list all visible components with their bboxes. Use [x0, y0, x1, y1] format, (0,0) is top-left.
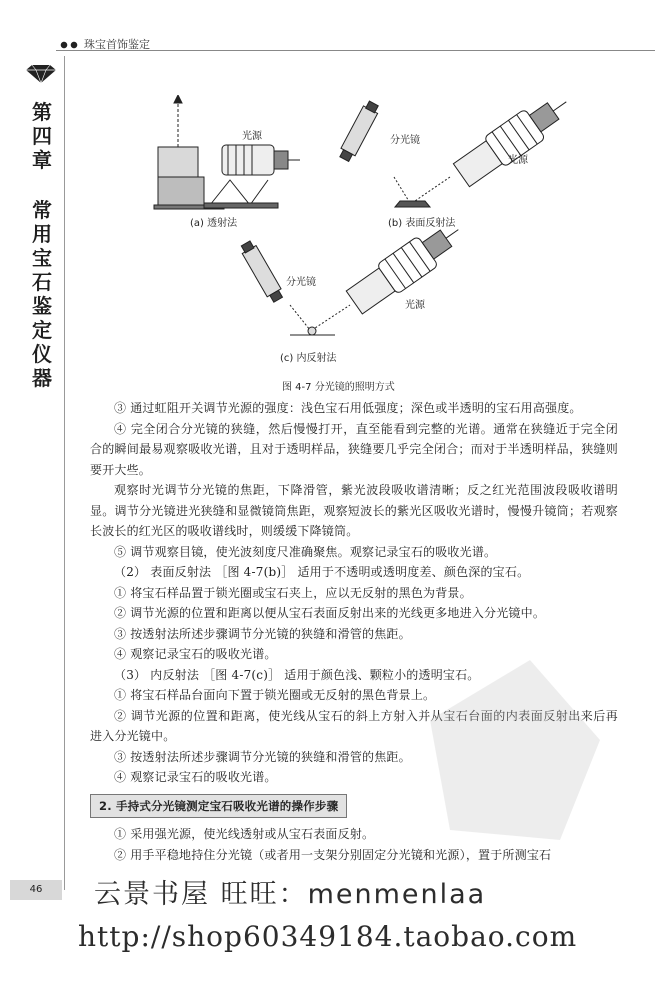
caption-c: (c) 内反射法 — [280, 353, 337, 364]
paragraph: ④ 观察记录宝石的吸收光谱。 — [114, 647, 277, 661]
caption-b: (b) 表面反射法 — [388, 218, 456, 229]
paragraph: ① 将宝石样品置于锁光圈或宝石夹上，应以无反射的黑色为背景。 — [114, 585, 472, 600]
paragraph: ③ 通过虹阻开关调节光源的强度：浅色宝石用低强度；深色或半透明的宝石用高强度。 — [114, 401, 582, 415]
label-light-c: 光源 — [405, 300, 425, 311]
header-rule — [56, 50, 655, 51]
margin-rule — [64, 56, 65, 890]
label-light-a: 光源 — [242, 131, 262, 142]
section-heading: 2. 手持式分光镜测定宝石吸收光谱的操作步骤 — [90, 794, 347, 819]
chapter-title-char: 仪 — [32, 342, 52, 366]
paragraph: ⑤ 调节观察目镜，使光波刻度尺准确聚焦。观察记录宝石的吸收光谱。 — [114, 544, 497, 559]
chapter-char: 四 — [32, 124, 52, 148]
paragraph: ② 调节光源的位置和距离，使光线从宝石的斜上方射入并从宝石台面的内表面反射出来后再进入分光镜中。 — [90, 708, 618, 743]
watermark-shop: 云景书屋 旺旺：menmenlaa — [94, 879, 487, 910]
chapter-title-char: 石 — [32, 270, 52, 294]
seal-watermark-icon — [410, 660, 610, 850]
gem-icon — [24, 64, 58, 84]
label-spectroscope-c: 分光镜 — [286, 277, 316, 288]
paragraph: ① 将宝石样品台面向下置于锁光圈或无反射的黑色背景上。 — [114, 688, 436, 702]
label-spectroscope-b: 分光镜 — [390, 135, 420, 146]
caption-a: (a) 透射法 — [190, 218, 238, 229]
paragraph: ④ 观察记录宝石的吸收光谱。 — [114, 770, 277, 784]
figure-4-7 — [150, 95, 590, 375]
chapter-title-char: 常 — [32, 198, 52, 222]
chapter-title-char: 用 — [32, 222, 52, 246]
paragraph: （3） 内反射法 ［图 4-7(c)］ 适用于颜色浅、颗粒小的透明宝石。 — [114, 667, 480, 682]
page-number: 46 — [10, 880, 62, 900]
illustration-b — [337, 95, 576, 207]
paragraph: ② 调节光源的位置和距离以便从宝石表面反射出来的光线更多地进入分光镜中。 — [114, 606, 546, 620]
paragraph: ④ 完全闭合分光镜的狭缝，然后慢慢打开，直至能看到完整的光谱。通常在狭缝近于完全闭合的瞬间最易观察吸收光谱，且对于透明样品，狭缝要几乎完全闭合；而对于半透明样品，狭缝则要开大些。 — [90, 421, 618, 477]
illustration-a — [154, 95, 300, 209]
paragraph: ③ 按透射法所述步骤调节分光镜的狭缝和滑管的焦距。 — [114, 626, 411, 641]
chapter-title-char: 器 — [32, 366, 52, 390]
header-ornament-icon — [60, 40, 80, 50]
figure-title: 图 4-7 分光镜的照明方式 — [282, 382, 395, 393]
header-title: 珠宝首饰鉴定 — [84, 38, 150, 51]
paragraph: 观察时光调节分光镜的焦距，下降滑管，紫光波段吸收谱清晰；反之红光范围波段吸收谱明显。调节分光镜进光狭缝和显微镜筒焦距，观察短波长的紫光区吸收光谱时，慢慢升镜筒；若观察长波长的红光区的吸收谱线时，则缓缓下降镜筒。 — [90, 483, 618, 538]
chapter-char: 章 — [32, 148, 52, 172]
paragraph: ② 用手平稳地持住分光镜（或者用一支架分别固定分光镜和光源），置于所测宝石 — [114, 847, 552, 862]
chapter-title-char: 定 — [32, 318, 52, 342]
label-light-b: 光源 — [508, 155, 528, 166]
chapter-char: 第 — [32, 100, 52, 124]
illustration-c — [239, 215, 469, 335]
paragraph: ③ 按透射法所述步骤调节分光镜的狭缝和滑管的焦距。 — [114, 749, 411, 764]
watermark-url: http://shop60349184.taobao.com — [78, 920, 578, 953]
paragraph: ① 采用强光源，使光线透射或从宝石表面反射。 — [114, 827, 375, 841]
paragraph: （2） 表面反射法 ［图 4-7(b)］ 适用于不透明或透明度差、颜色深的宝石。 — [114, 565, 530, 579]
chapter-sidebar — [30, 100, 54, 390]
chapter-title-char: 宝 — [32, 246, 52, 270]
chapter-title-char: 鉴 — [32, 294, 52, 318]
